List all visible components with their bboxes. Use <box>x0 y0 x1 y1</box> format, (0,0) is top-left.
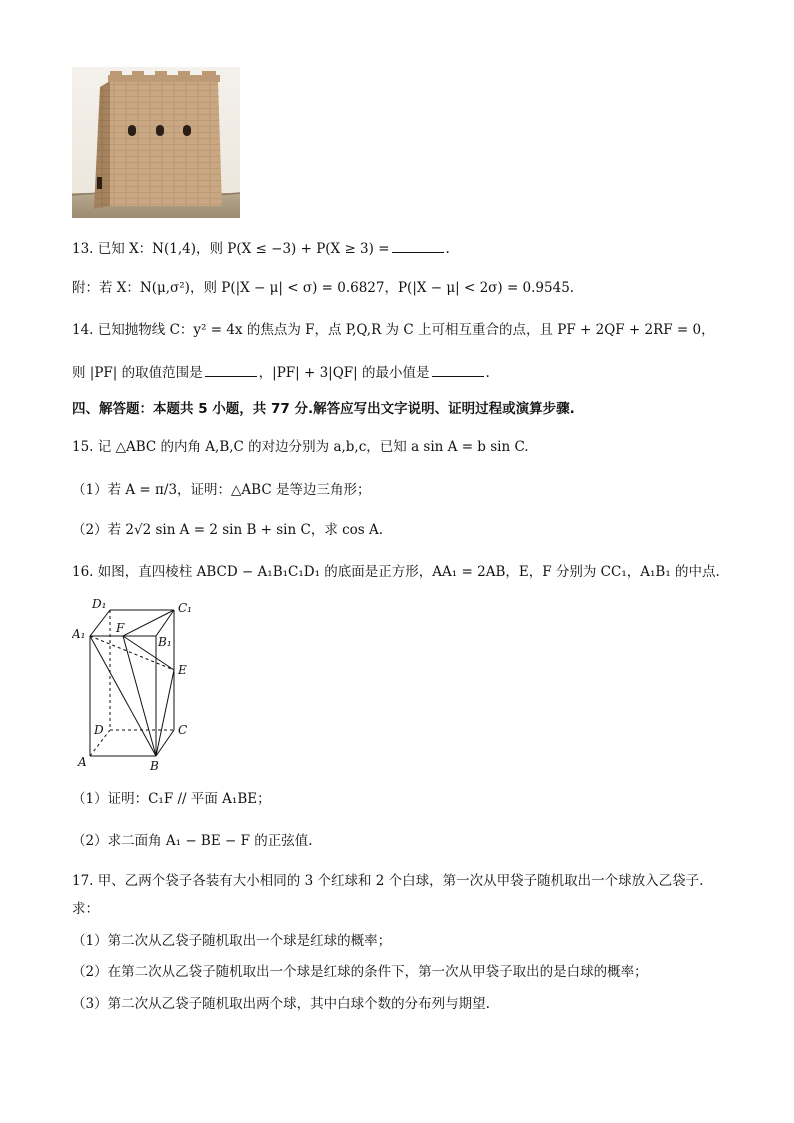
question-number: 17. <box>72 873 94 889</box>
question-text: 已知 X：N(1,4)，则 P(X ≤ −3) + P(X ≥ 3) = <box>97 241 390 257</box>
label-B: B <box>150 759 159 773</box>
question-text: 已知抛物线 C：y² = 4x 的焦点为 F，点 P,Q,R 为 C 上可相互重合的点，且 PF + 2QF + 2RF = 0， <box>97 322 715 338</box>
question-17-text2: 求： <box>72 901 99 917</box>
label-B1: B₁ <box>158 635 172 649</box>
prism-figure <box>72 592 202 774</box>
question-end: . <box>485 365 490 381</box>
label-A1: A₁ <box>72 627 86 641</box>
question-16-part1: （1）证明：C₁F // 平面 A₁BE； <box>72 791 271 807</box>
question-13-note: 附：若 X：N(μ,σ²)，则 P(|X − μ| < σ) = 0.6827，P(|X − μ| < 2σ) = 0.9545. <box>72 280 575 296</box>
answer-blank <box>205 364 257 377</box>
question-17-part1: （1）第二次从乙袋子随机取出一个球是红球的概率； <box>72 933 392 949</box>
section-title: 四、解答题：本题共 5 小题，共 77 分.解答应写出文字说明、证明过程或演算步骤. <box>72 401 575 417</box>
question-text: 如图，直四棱柱 ABCD − A₁B₁C₁D₁ 的底面是正方形，AA₁ = 2AB，E，F 分别为 CC₁，A₁B₁ 的中点. <box>97 564 720 580</box>
question-number: 16. <box>72 564 94 580</box>
answer-blank <box>432 364 484 377</box>
question-17-part3: （3）第二次从乙袋子随机取出两个球，其中白球个数的分布列与期望. <box>72 996 490 1012</box>
question-15 <box>72 438 529 456</box>
question-text: 记 △ABC 的内角 A,B,C 的对边分别为 a,b,c，已知 a sin A = b sin C. <box>97 439 529 455</box>
question-16-part2: （2）求二面角 A₁ − BE − F 的正弦值. <box>72 833 313 849</box>
question-text: 则 |PF| 的取值范围是 <box>72 365 203 381</box>
question-number: 15. <box>72 439 94 455</box>
answer-blank <box>392 240 444 253</box>
label-C1: C₁ <box>178 601 192 615</box>
question-number: 14. <box>72 322 94 338</box>
label-F: F <box>116 621 125 635</box>
question-text: 甲、乙两个袋子各装有大小相同的 3 个红球和 2 个白球，第一次从甲袋子随机取出一个球放入乙袋子. <box>97 873 704 889</box>
question-15-part1: （1）若 A = π/3，证明：△ABC 是等边三角形； <box>72 482 371 498</box>
question-17 <box>72 872 703 890</box>
question-13 <box>72 240 450 258</box>
label-D: D <box>94 723 104 737</box>
question-end: . <box>445 241 450 257</box>
question-14-line2 <box>72 364 490 382</box>
label-D1: D₁ <box>92 597 107 611</box>
question-17-part2: （2）在第二次从乙袋子随机取出一个球是红球的条件下，第一次从甲袋子取出的是白球的概率； <box>72 964 648 980</box>
label-A: A <box>78 755 87 769</box>
watchtower-photo <box>72 67 240 218</box>
question-14 <box>72 321 715 339</box>
question-16 <box>72 563 720 581</box>
question-15-part2: （2）若 2√2 sin A = 2 sin B + sin C，求 cos A. <box>72 522 384 538</box>
label-E: E <box>178 663 187 677</box>
question-text: ，|PF| + 3|QF| 的最小值是 <box>258 365 430 381</box>
label-C: C <box>178 723 188 737</box>
question-number: 13. <box>72 241 94 257</box>
